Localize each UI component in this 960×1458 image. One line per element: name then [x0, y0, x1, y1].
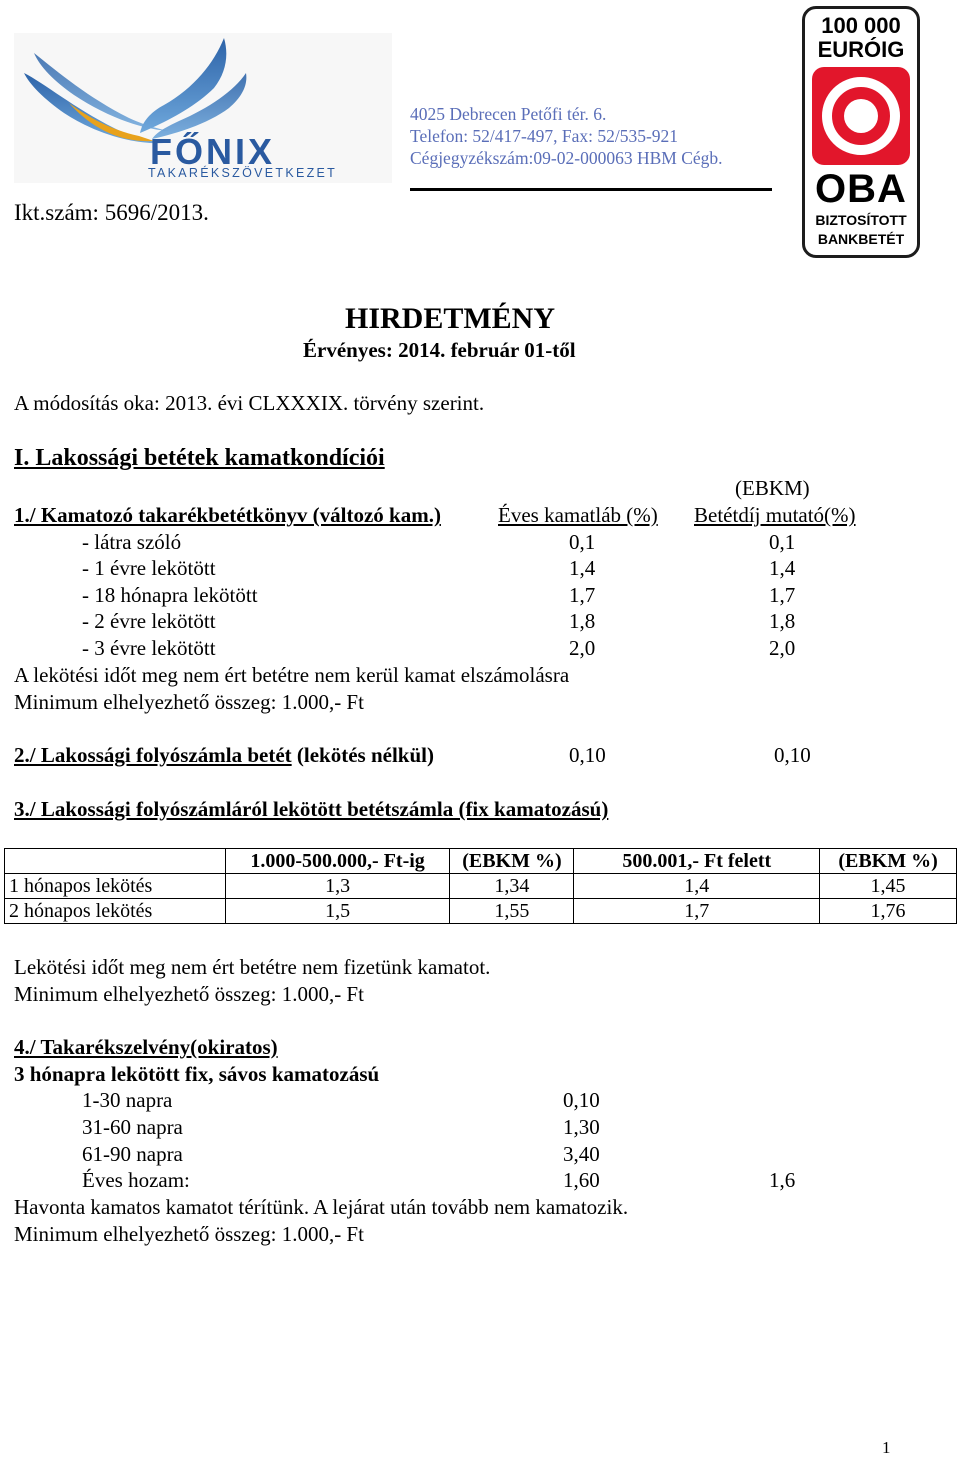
table-row [5, 874, 957, 899]
s3-note: Lekötési időt meg nem ért betétre nem fizetünk kamatot. [14, 955, 491, 979]
address-line-1: 4025 Debrecen Petőfi tér. 6. [410, 104, 607, 124]
table-header-cell: (EBKM %) [820, 849, 957, 874]
s4-yearly-ebkm: 1,6 [769, 1168, 796, 1192]
header-divider [410, 188, 772, 191]
oba-logo-text: OBA [815, 167, 907, 211]
logo-name: FŐNIX [150, 131, 276, 172]
s4-row-label: 31-60 napra [82, 1115, 183, 1139]
table-header-cell: 1.000-500.000,- Ft-ig [225, 849, 450, 874]
s1-col-rate: Éves kamatláb (%) [498, 503, 658, 527]
address-line-3: Cégjegyzékszám:09-02-000063 HBM Cégb. [410, 148, 723, 168]
table-header-cell [5, 849, 226, 874]
oba-badge [802, 6, 920, 258]
table-cell: 1,7 [574, 899, 820, 924]
page-number: 1 [882, 1438, 891, 1457]
s4-title: 4./ Takarékszelvény(okiratos) [14, 1035, 278, 1059]
table-cell: 1,34 [450, 874, 574, 899]
oba-ring-icon [812, 67, 910, 165]
s3-title: 3./ Lakossági folyószámláról lekötött betétszámla (fix kamatozású) [14, 797, 609, 821]
s4-yearly-label: Éves hozam: [82, 1168, 190, 1192]
s4-yearly-rate: 1,60 [563, 1168, 600, 1192]
s1-row-rate: 1,7 [569, 583, 596, 607]
s1-row-rate: 1,4 [569, 556, 596, 580]
ebkm-label: (EBKM) [735, 476, 810, 500]
table-header-row [5, 849, 957, 874]
table-row [5, 899, 957, 924]
table-header-cell: 500.001,- Ft felett [574, 849, 820, 874]
table-cell: 1,5 [225, 899, 450, 924]
table-cell: 1 hónapos lekötés [5, 874, 226, 899]
s1-row-label: - 2 évre lekötött [82, 609, 216, 633]
s1-title: 1./ Kamatozó takarékbetétkönyv (változó kam.) [14, 503, 441, 527]
s1-row-ebkm: 1,8 [769, 609, 796, 633]
s4-minimum: Minimum elhelyezhető összeg: 1.000,- Ft [14, 1222, 364, 1246]
s4-row-rate: 3,40 [563, 1142, 600, 1166]
s4-row-rate: 1,30 [563, 1115, 600, 1139]
reference-number: Ikt.szám: 5696/2013. [14, 200, 209, 225]
section-I-title: I. Lakossági betétek kamatkondíciói [14, 445, 385, 471]
table-cell: 1,55 [450, 899, 574, 924]
address-line-2: Telefon: 52/417-497, Fax: 52/535-921 [410, 126, 679, 146]
change-reason: A módosítás oka: 2013. évi CLXXXIX. törvény szerint. [14, 391, 485, 415]
s4-row-label: 61-90 napra [82, 1142, 183, 1166]
oba-insured: BIZTOSÍTOTT [815, 212, 907, 228]
oba-amount: 100 000 [821, 13, 901, 38]
s1-col-ebkm: Betétdíj mutató(%) [694, 503, 856, 527]
table-cell: 1,76 [820, 899, 957, 924]
s1-minimum: Minimum elhelyezhető összeg: 1.000,- Ft [14, 690, 364, 714]
s1-row-label: - 1 évre lekötött [82, 556, 216, 580]
oba-deposit: BANKBETÉT [817, 231, 905, 247]
s2-title [14, 743, 434, 767]
s2-title-rest: (lekötés nélkül) [291, 743, 434, 767]
table-cell: 1,4 [574, 874, 820, 899]
s1-note: A lekötési időt meg nem ért betétre nem kerül kamat elszámolásra [14, 663, 570, 687]
table-cell: 2 hónapos lekötés [5, 899, 226, 924]
s1-row-rate: 0,1 [569, 530, 596, 554]
s1-row-rate: 2,0 [569, 636, 596, 660]
s1-row-rate: 1,8 [569, 609, 596, 633]
s1-row-label: - 3 évre lekötött [82, 636, 216, 660]
s4-row-rate: 0,10 [563, 1088, 600, 1112]
s2-title-underlined: 2./ Lakossági folyószámla betét [14, 743, 292, 767]
fonix-logo [14, 33, 392, 183]
s1-row-label: - látra szóló [82, 530, 182, 554]
s3-minimum: Minimum elhelyezhető összeg: 1.000,- Ft [14, 982, 364, 1006]
valid-from: Érvényes: 2014. február 01-től [303, 338, 576, 362]
s1-row-ebkm: 0,1 [769, 530, 796, 554]
table-header-cell: (EBKM %) [450, 849, 574, 874]
table-cell: 1,45 [820, 874, 957, 899]
s1-row-ebkm: 1,4 [769, 556, 796, 580]
s2-rate: 0,10 [569, 743, 606, 767]
s4-row-label: 1-30 napra [82, 1088, 173, 1112]
s4-subtitle: 3 hónapra lekötött fix, sávos kamatozású [14, 1062, 380, 1086]
s4-note: Havonta kamatos kamatot térítünk. A lejárat után tovább nem kamatozik. [14, 1195, 629, 1219]
s1-row-ebkm: 1,7 [769, 583, 796, 607]
s2-ebkm: 0,10 [774, 743, 811, 767]
oba-currency: EURÓIG [817, 37, 905, 62]
s1-row-label: - 18 hónapra lekötött [82, 583, 258, 607]
logo-subtitle: TAKARÉKSZÖVETKEZET [148, 166, 338, 180]
s1-row-ebkm: 2,0 [769, 636, 796, 660]
table-cell: 1,3 [225, 874, 450, 899]
page-title: HIRDETMÉNY [345, 302, 556, 335]
s3-rates-table [4, 848, 957, 924]
